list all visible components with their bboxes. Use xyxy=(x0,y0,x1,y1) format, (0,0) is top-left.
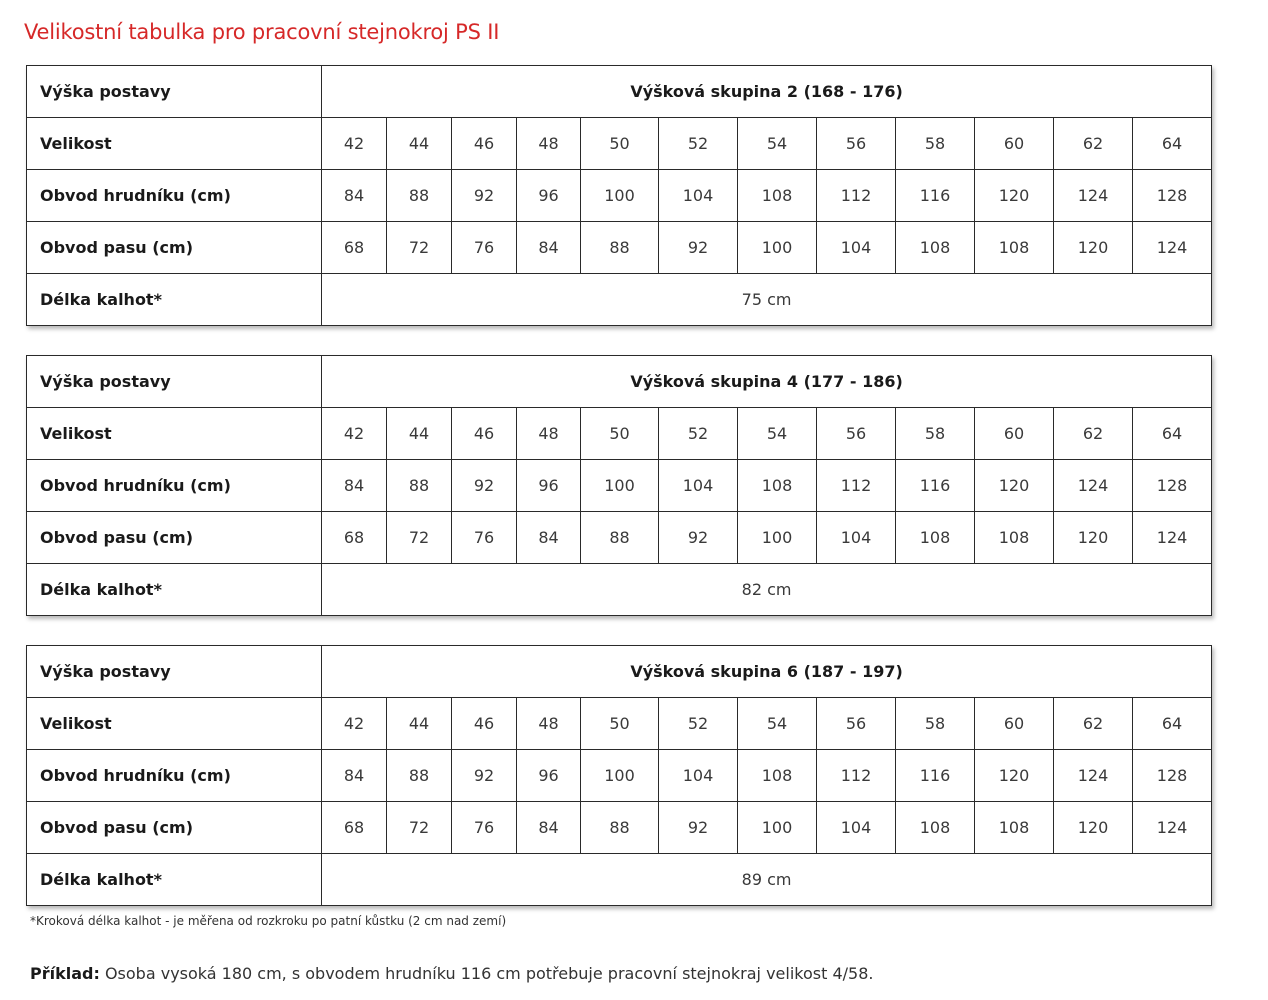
waist-cell: 120 xyxy=(1054,802,1133,854)
row-label: Velikost xyxy=(27,408,322,460)
chest-cell: 116 xyxy=(896,460,975,512)
row-label: Velikost xyxy=(27,118,322,170)
chest-cell: 88 xyxy=(387,460,452,512)
table-row xyxy=(27,66,1212,118)
waist-cell: 88 xyxy=(581,802,659,854)
chest-cell: 112 xyxy=(817,460,896,512)
chest-cell: 104 xyxy=(659,750,738,802)
table-row xyxy=(27,512,1212,564)
table-row xyxy=(27,222,1212,274)
table-row xyxy=(27,460,1212,512)
size-cell: 58 xyxy=(896,698,975,750)
waist-cell: 72 xyxy=(387,512,452,564)
row-label: Obvod hrudníku (cm) xyxy=(27,750,322,802)
table-row xyxy=(27,118,1212,170)
size-cell: 46 xyxy=(452,408,517,460)
waist-cell: 76 xyxy=(452,802,517,854)
row-label: Obvod pasu (cm) xyxy=(27,512,322,564)
size-cell: 58 xyxy=(896,118,975,170)
row-label: Výška postavy xyxy=(27,356,322,408)
example-label: Příklad: xyxy=(30,964,100,983)
row-label: Obvod pasu (cm) xyxy=(27,222,322,274)
footnote: *Kroková délka kalhot - je měřena od rozkroku po patní kůstku (2 cm nad zemí) xyxy=(30,914,507,928)
waist-cell: 76 xyxy=(452,222,517,274)
waist-cell: 108 xyxy=(975,222,1054,274)
size-cell: 54 xyxy=(738,698,817,750)
size-cell: 56 xyxy=(817,408,896,460)
size-cell: 52 xyxy=(659,698,738,750)
size-cell: 52 xyxy=(659,118,738,170)
size-cell: 54 xyxy=(738,408,817,460)
waist-cell: 120 xyxy=(1054,512,1133,564)
size-cell: 44 xyxy=(387,698,452,750)
waist-cell: 108 xyxy=(896,512,975,564)
size-cell: 60 xyxy=(975,698,1054,750)
size-cell: 42 xyxy=(322,118,387,170)
size-cell: 50 xyxy=(581,118,659,170)
table-row xyxy=(27,802,1212,854)
chest-cell: 108 xyxy=(738,750,817,802)
table-row xyxy=(27,698,1212,750)
waist-cell: 92 xyxy=(659,512,738,564)
chest-cell: 128 xyxy=(1133,460,1212,512)
chest-cell: 84 xyxy=(322,460,387,512)
chest-cell: 88 xyxy=(387,750,452,802)
size-cell: 50 xyxy=(581,698,659,750)
chest-cell: 128 xyxy=(1133,750,1212,802)
chest-cell: 88 xyxy=(387,170,452,222)
waist-cell: 72 xyxy=(387,222,452,274)
size-cell: 64 xyxy=(1133,118,1212,170)
waist-cell: 92 xyxy=(659,802,738,854)
height-group-header: Výšková skupina 6 (187 - 197) xyxy=(322,646,1212,698)
row-label: Výška postavy xyxy=(27,646,322,698)
pants-length-value: 75 cm xyxy=(322,274,1212,326)
size-cell: 60 xyxy=(975,408,1054,460)
chest-cell: 120 xyxy=(975,460,1054,512)
size-cell: 44 xyxy=(387,118,452,170)
size-cell: 58 xyxy=(896,408,975,460)
chest-cell: 96 xyxy=(517,750,581,802)
waist-cell: 84 xyxy=(517,802,581,854)
waist-cell: 76 xyxy=(452,512,517,564)
chest-cell: 112 xyxy=(817,170,896,222)
waist-cell: 72 xyxy=(387,802,452,854)
chest-cell: 128 xyxy=(1133,170,1212,222)
row-label: Délka kalhot* xyxy=(27,564,322,616)
waist-cell: 84 xyxy=(517,222,581,274)
row-label: Délka kalhot* xyxy=(27,854,322,906)
row-label: Obvod hrudníku (cm) xyxy=(27,170,322,222)
row-label: Výška postavy xyxy=(27,66,322,118)
chest-cell: 96 xyxy=(517,460,581,512)
waist-cell: 120 xyxy=(1054,222,1133,274)
waist-cell: 104 xyxy=(817,222,896,274)
size-cell: 42 xyxy=(322,698,387,750)
waist-cell: 124 xyxy=(1133,222,1212,274)
waist-cell: 108 xyxy=(896,802,975,854)
height-group-header: Výšková skupina 4 (177 - 186) xyxy=(322,356,1212,408)
waist-cell: 124 xyxy=(1133,802,1212,854)
row-label: Délka kalhot* xyxy=(27,274,322,326)
waist-cell: 108 xyxy=(896,222,975,274)
table-row xyxy=(27,646,1212,698)
table-row xyxy=(27,408,1212,460)
row-label: Obvod pasu (cm) xyxy=(27,802,322,854)
chest-cell: 124 xyxy=(1054,460,1133,512)
chest-cell: 92 xyxy=(452,460,517,512)
pants-length-value: 89 cm xyxy=(322,854,1212,906)
chest-cell: 112 xyxy=(817,750,896,802)
table-row xyxy=(27,170,1212,222)
size-cell: 48 xyxy=(517,698,581,750)
size-cell: 62 xyxy=(1054,698,1133,750)
chest-cell: 84 xyxy=(322,170,387,222)
waist-cell: 100 xyxy=(738,222,817,274)
size-cell: 50 xyxy=(581,408,659,460)
size-cell: 46 xyxy=(452,118,517,170)
size-cell: 64 xyxy=(1133,698,1212,750)
example-text: Osoba vysoká 180 cm, s obvodem hrudníku 116 cm potřebuje pracovní stejnokraj velikost 4/58. xyxy=(99,964,874,983)
chest-cell: 108 xyxy=(738,170,817,222)
table-row xyxy=(27,564,1212,616)
waist-cell: 100 xyxy=(738,802,817,854)
size-cell: 56 xyxy=(817,698,896,750)
chest-cell: 120 xyxy=(975,750,1054,802)
waist-cell: 88 xyxy=(581,512,659,564)
waist-cell: 104 xyxy=(817,512,896,564)
chest-cell: 92 xyxy=(452,750,517,802)
chest-cell: 108 xyxy=(738,460,817,512)
chest-cell: 100 xyxy=(581,170,659,222)
example-note xyxy=(30,964,873,983)
size-table xyxy=(26,645,1212,906)
chest-cell: 100 xyxy=(581,750,659,802)
chest-cell: 96 xyxy=(517,170,581,222)
table-row xyxy=(27,750,1212,802)
size-cell: 48 xyxy=(517,408,581,460)
size-cell: 52 xyxy=(659,408,738,460)
size-table xyxy=(26,355,1212,616)
waist-cell: 68 xyxy=(322,512,387,564)
waist-cell: 124 xyxy=(1133,512,1212,564)
pants-length-value: 82 cm xyxy=(322,564,1212,616)
chest-cell: 124 xyxy=(1054,170,1133,222)
size-cell: 48 xyxy=(517,118,581,170)
size-cell: 46 xyxy=(452,698,517,750)
chest-cell: 116 xyxy=(896,170,975,222)
table-row xyxy=(27,356,1212,408)
waist-cell: 108 xyxy=(975,512,1054,564)
chest-cell: 92 xyxy=(452,170,517,222)
size-cell: 44 xyxy=(387,408,452,460)
row-label: Obvod hrudníku (cm) xyxy=(27,460,322,512)
row-label: Velikost xyxy=(27,698,322,750)
chest-cell: 100 xyxy=(581,460,659,512)
waist-cell: 68 xyxy=(322,802,387,854)
waist-cell: 104 xyxy=(817,802,896,854)
chest-cell: 116 xyxy=(896,750,975,802)
waist-cell: 68 xyxy=(322,222,387,274)
size-cell: 62 xyxy=(1054,118,1133,170)
chest-cell: 104 xyxy=(659,170,738,222)
waist-cell: 84 xyxy=(517,512,581,564)
size-table xyxy=(26,65,1212,326)
table-row xyxy=(27,854,1212,906)
table-row xyxy=(27,274,1212,326)
waist-cell: 88 xyxy=(581,222,659,274)
waist-cell: 92 xyxy=(659,222,738,274)
chest-cell: 104 xyxy=(659,460,738,512)
chest-cell: 84 xyxy=(322,750,387,802)
size-cell: 64 xyxy=(1133,408,1212,460)
size-cell: 42 xyxy=(322,408,387,460)
waist-cell: 108 xyxy=(975,802,1054,854)
height-group-header: Výšková skupina 2 (168 - 176) xyxy=(322,66,1212,118)
size-cell: 54 xyxy=(738,118,817,170)
size-cell: 60 xyxy=(975,118,1054,170)
size-cell: 62 xyxy=(1054,408,1133,460)
waist-cell: 100 xyxy=(738,512,817,564)
chest-cell: 120 xyxy=(975,170,1054,222)
chest-cell: 124 xyxy=(1054,750,1133,802)
size-cell: 56 xyxy=(817,118,896,170)
page-title: Velikostní tabulka pro pracovní stejnokroj PS II xyxy=(24,20,500,44)
